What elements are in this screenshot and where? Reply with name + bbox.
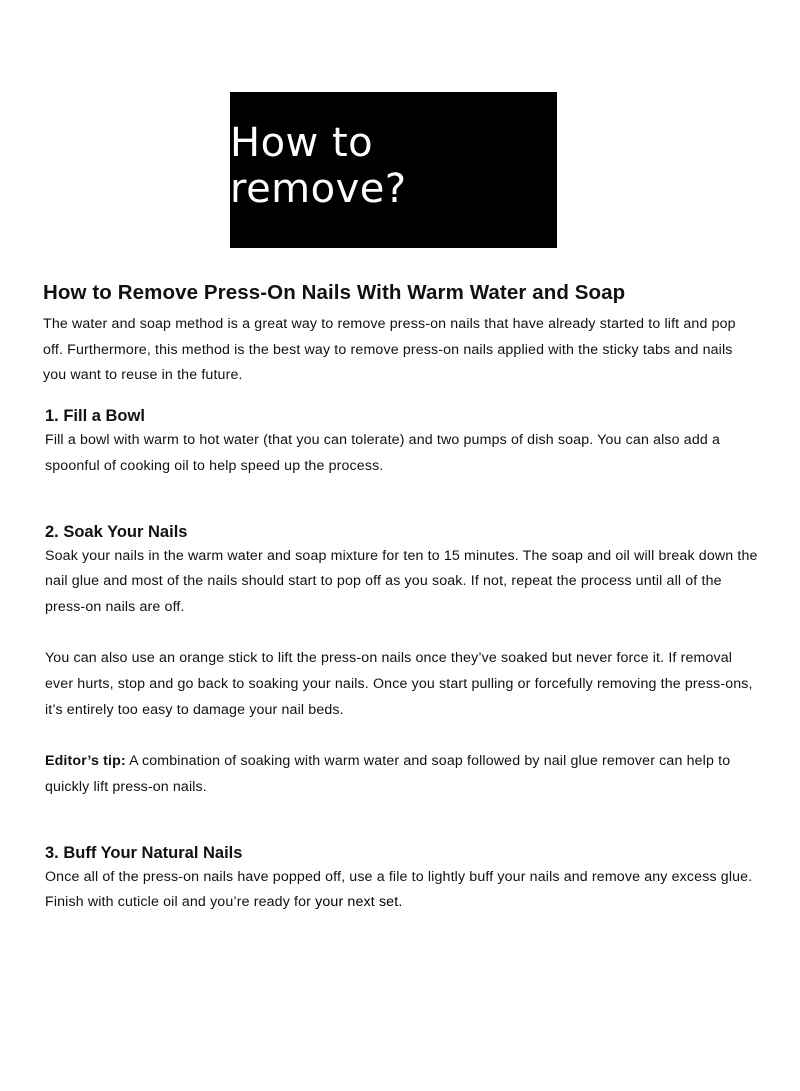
step-buff-nails: [43, 841, 763, 916]
editor-tip: [45, 749, 763, 800]
article-intro: The water and soap method is a great way to remove press-on nails that have already started to lift and pop off. Furthermore, this method is the best way to remove press-on nails applied with the sticky tabs and nails you want to reuse in the future.: [43, 316, 736, 384]
step-heading: 1. Fill a Bowl: [45, 407, 145, 426]
step-heading: 2. Soak Your Nails: [45, 522, 188, 541]
banner-title: How to remove?: [230, 120, 407, 212]
article: [43, 278, 763, 916]
header-banner: [230, 92, 557, 248]
step-heading: 3. Buff Your Natural Nails: [45, 843, 243, 862]
step-paragraph: Fill a bowl with warm to hot water (that you can tolerate) and two pumps of dish soap. You can also add a spoonful of cooking oil to help speed up the process.: [45, 432, 721, 474]
editor-tip-text: A combination of soaking with warm water and soap followed by nail glue remover can help to quickly lift press-on nails.: [45, 753, 731, 795]
step-soak-nails: [43, 520, 763, 801]
step-paragraph: Soak your nails in the warm water and soap mixture for ten to 15 minutes. The soap and oil will break down the nail glue and most of the nails should start to pop off as you soak. If not, repeat the process until all of the press-on nails are off.: [45, 547, 758, 615]
article-title: How to Remove Press-On Nails With Warm Water and Soap: [43, 281, 626, 304]
editor-tip-label: Editor’s tip:: [45, 753, 126, 770]
step-paragraph-text: Once all of the press-on nails have popped off, use a file to lightly buff your nails and remove any excess glue. Finish with cuticle oil and you’re ready for: [45, 868, 753, 911]
step-paragraph: You can also use an orange stick to lift the press-on nails once they’ve soaked but never force it. If removal ever hurts, stop and go back to soaking your nails. Once you start pulling or forcefully removing the press-ons, it’s entirely too easy to damage your nail beds.: [45, 650, 753, 718]
next-set-link[interactable]: your next set.: [315, 894, 403, 911]
step-fill-bowl: [43, 404, 763, 479]
step-paragraph: [45, 865, 763, 916]
